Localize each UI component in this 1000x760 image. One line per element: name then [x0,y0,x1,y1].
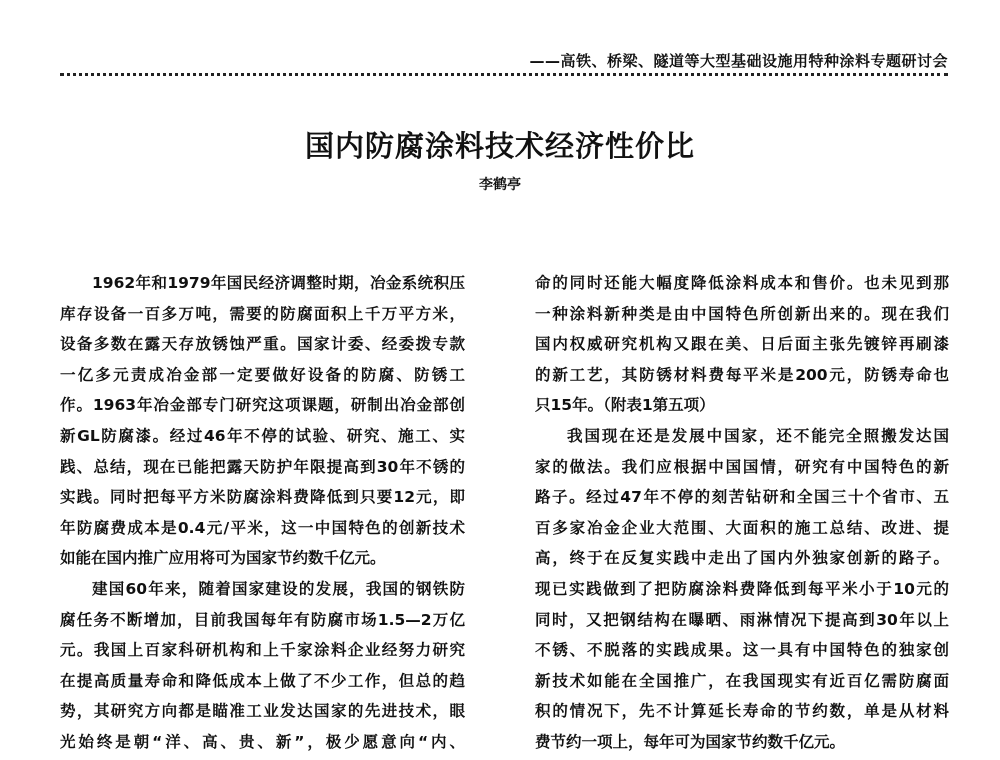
text-line: 积的情况下，先不计算延长寿命的节约数，单是从材料 [535,702,949,721]
text-line: 一亿多元责成冶金部一定要做好设备的防腐、防锈工 [60,365,465,384]
left-column [60,268,465,758]
text-line: 实践。同时把每平方米防腐涂料费降低到只要12元，即 [60,488,465,507]
text-line: 作。1963年冶金部专门研究这项课题，研制出冶金部创 [60,396,465,415]
right-column [535,268,949,758]
text-line: 元。我国上百家科研机构和上千家涂料企业经努力研究 [60,641,465,660]
paragraph [60,268,465,574]
text-line: 新GL防腐漆。经过46年不停的试验、研究、施工、实 [60,426,465,445]
text-line: 如能在国内推广应用将可为国家节约数千亿元。 [60,549,386,568]
text-line: 年防腐费成本是0.4元/平米，这一中国特色的创新技术 [60,518,465,537]
text-line: 光始终是朝“洋、高、贵、新”，极少愿意向“内、 [60,732,465,751]
text-line: 同时，又把钢结构在曝晒、雨淋情况下提高到30年以上 [535,610,949,629]
text-line: 百多家冶金企业大范围、大面积的施工总结、改进、提 [535,518,949,537]
text-line: 设备多数在露天存放锈蚀严重。国家计委、经委拨专款 [60,335,465,354]
header-divider [60,73,948,76]
text-line: 新技术如能在全国推广，在我国现实有近百亿需防腐面 [535,671,949,690]
text-line: 库存设备一百多万吨，需要的防腐面积上千万平方米， [60,304,465,323]
paragraph [535,421,949,758]
text-line: 家的做法。我们应根据中国国情，研究有中国特色的新 [535,457,949,476]
text-line: 只15年。（附表1第五项） [535,396,715,415]
conference-title: ——高铁、桥梁、隧道等大型基础设施用特种涂料专题研讨会 [529,52,948,70]
paragraph [535,268,949,421]
text-line: 我国现在还是发展中国家，还不能完全照搬发达国 [567,426,949,445]
text-line: 践、总结，现在已能把露天防护年限提高到30年不锈的 [60,457,465,476]
text-line: 在提高质量寿命和降低成本上做了不少工作，但总的趋 [60,671,465,690]
text-line: 现已实践做到了把防腐涂料费降低到每平米小于10元的 [535,579,949,598]
text-line: 建国60年来，随着国家建设的发展，我国的钢铁防 [92,579,465,598]
text-line: 国内权威研究机构又跟在美、日后面主张先镀锌再刷漆 [535,335,949,354]
text-line: 的新工艺，其防锈材料费每平米是200元，防锈寿命也 [535,365,949,384]
text-line: 腐任务不断增加，目前我国每年有防腐市场1.5—2万亿 [60,610,465,629]
text-line: 势，其研究方向都是瞄准工业发达国家的先进技术，眼 [60,702,465,721]
text-line: 一种涂料新种类是由中国特色所创新出来的。现在我们 [535,304,949,323]
article-title: 国内防腐涂料技术经济性价比 [304,129,695,163]
paragraph [60,574,465,758]
article-author: 李鹤亭 [479,177,521,193]
text-line: 1962年和1979年国民经济调整时期，冶金系统积压 [92,274,465,292]
text-line: 不锈、不脱落的实践成果。这一具有中国特色的独家创 [535,641,949,660]
text-line: 路子。经过47年不停的刻苦钻研和全国三十个省市、五 [535,488,949,507]
text-line: 费节约一项上，每年可为国家节约数千亿元。 [535,732,846,751]
text-line: 命的同时还能大幅度降低涂料成本和售价。也未见到那 [535,274,949,292]
text-line: 高，终于在反复实践中走出了国内外独家创新的路子。 [535,549,949,568]
